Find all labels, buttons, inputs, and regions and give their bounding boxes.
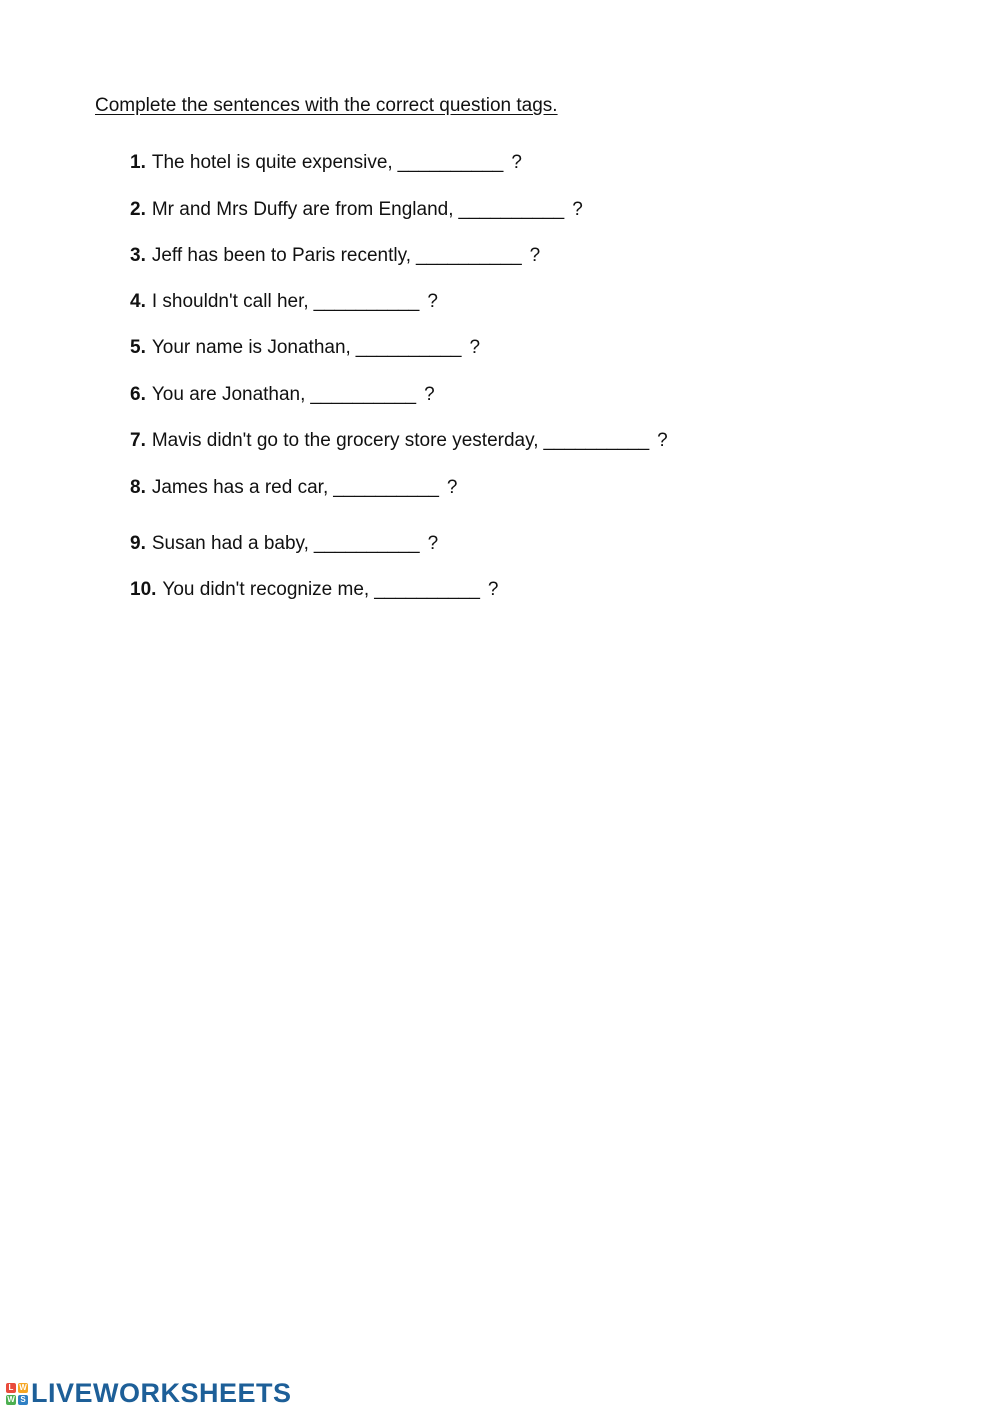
question-mark: ? <box>487 579 499 600</box>
question-item <box>130 477 457 499</box>
question-mark: ? <box>572 199 583 220</box>
answer-blank[interactable]: __________ <box>415 245 522 266</box>
question-text: The hotel is quite expensive, <box>151 152 393 173</box>
question-text: You are Jonathan, <box>151 384 306 405</box>
question-number: 6. <box>130 384 146 405</box>
question-number: 3. <box>130 245 146 266</box>
answer-blank[interactable]: __________ <box>310 384 417 405</box>
question-item <box>130 152 522 174</box>
question-item <box>130 337 480 359</box>
question-item <box>130 199 583 221</box>
question-mark: ? <box>424 384 435 405</box>
question-mark: ? <box>427 533 439 554</box>
question-number: 5. <box>130 337 146 358</box>
liveworksheets-logo <box>6 1378 292 1409</box>
question-mark: ? <box>446 477 458 498</box>
question-text: I shouldn't call her, <box>151 291 309 312</box>
question-mark: ? <box>657 430 668 451</box>
logo-mark-tile: W <box>19 1382 27 1392</box>
question-mark: ? <box>511 152 522 173</box>
worksheet-instructions: Complete the sentences with the correct question tags. <box>95 95 558 116</box>
question-number: 10. <box>130 579 157 600</box>
question-text: You didn't recognize me, <box>162 579 370 600</box>
logo-mark-tile: W <box>7 1394 15 1404</box>
question-mark: ? <box>529 245 541 266</box>
question-mark: ? <box>427 291 438 312</box>
question-number: 4. <box>130 291 146 312</box>
question-number: 7. <box>130 430 146 451</box>
answer-blank[interactable]: __________ <box>458 199 565 220</box>
logo-mark-icon <box>6 1383 28 1405</box>
question-item <box>130 291 438 313</box>
question-text: James has a red car, <box>151 477 329 498</box>
logo-mark-tile: L <box>6 1383 16 1393</box>
question-number: 1. <box>130 152 146 173</box>
logo-mark-tile: S <box>18 1395 28 1405</box>
answer-blank[interactable]: __________ <box>374 579 480 600</box>
question-item <box>130 579 498 601</box>
question-number: 2. <box>130 199 146 220</box>
question-number: 9. <box>130 533 146 554</box>
question-item <box>130 533 438 555</box>
answer-blank[interactable]: __________ <box>397 152 504 173</box>
question-item <box>130 245 540 267</box>
answer-blank[interactable]: __________ <box>333 477 439 498</box>
question-text: Susan had a baby, <box>151 533 309 554</box>
question-item <box>130 430 668 452</box>
question-text: Mr and Mrs Duffy are from England, <box>151 199 454 220</box>
answer-blank[interactable]: __________ <box>355 337 462 358</box>
question-text: Mavis didn't go to the grocery store yesterday, <box>151 430 539 451</box>
question-item <box>130 384 435 406</box>
answer-blank[interactable]: __________ <box>313 533 420 554</box>
question-number: 8. <box>130 477 146 498</box>
question-text: Your name is Jonathan, <box>151 337 351 358</box>
question-mark: ? <box>469 337 481 358</box>
answer-blank[interactable]: __________ <box>543 430 650 451</box>
logo-text: LIVEWORKSHEETS <box>31 1378 292 1408</box>
answer-blank[interactable]: __________ <box>313 291 420 312</box>
question-text: Jeff has been to Paris recently, <box>151 245 411 266</box>
